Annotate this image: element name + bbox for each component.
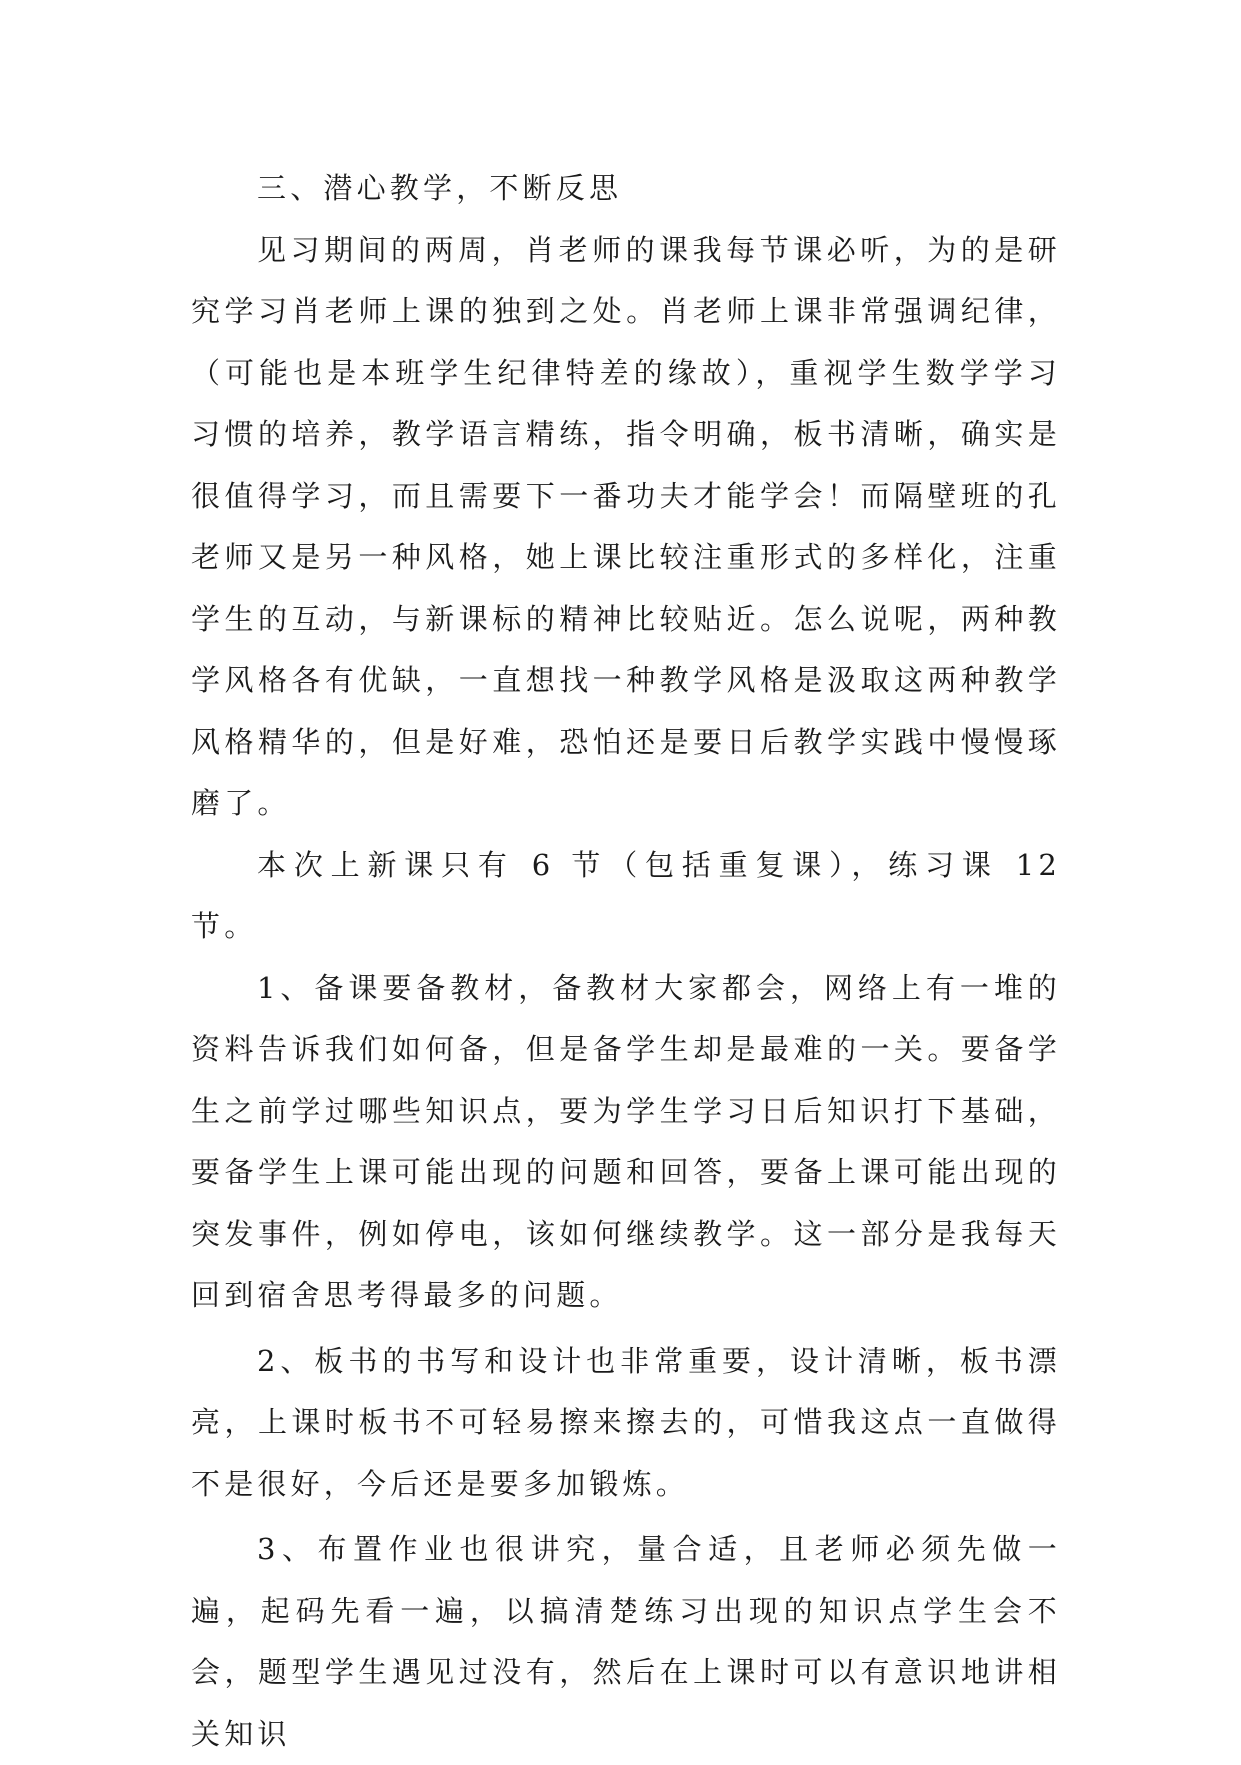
document-body (191, 158, 1061, 1765)
paragraph-point-2: 2、板书的书写和设计也非常重要，设计清晰，板书漂亮，上课时板书不可轻易擦来擦去的，可惜我这点一直做得不是很好，今后还是要多加锻炼。 (191, 1343, 1061, 1501)
paragraph-point-3: 3、布置作业也很讲究，量合适，且老师必须先做一遍，起码先看一遍，以搞清楚练习出现的知识点学生会不会，题型学生遇见过没有，然后在上课时可以有意识地讲相关知识 (191, 1532, 1061, 1751)
section-heading: 三、潜心教学，不断反思 (257, 171, 623, 205)
paragraph-lesson-count: 本次上新课只有 6 节（包括重复课），练习课 12 节。 (191, 847, 1061, 943)
paragraph-point-1: 1、备课要备教材，备教材大家都会，网络上有一堆的资料告诉我们如何备，但是备学生却是最难的一关。要备学生之前学过哪些知识点，要为学生学习日后知识打下基础，要备学生上课可能出现的问题和回答，要备上课可能出现的突发事件，例如停电，该如何继续教学。这一部分是我每天回到宿舍思考得最多的问题。 (191, 970, 1061, 1312)
paragraph-observation: 见习期间的两周，肖老师的课我每节课必听，为的是研究学习肖老师上课的独到之处。肖老师上课非常强调纪律，（可能也是本班学生纪律特差的缘故），重视学生数学学习习惯的培养，教学语言精练，指令明确，板书清晰，确实是很值得学习，而且需要下一番功夫才能学会！而隔壁班的孔老师又是另一种风格，她上课比较注重形式的多样化，注重学生的互动，与新课标的精神比较贴近。怎么说呢，两种教学风格各有优缺，一直想找一种教学风格是汲取这两种教学风格精华的，但是好难，恐怕还是要日后教学实践中慢慢琢磨了。 (191, 232, 1061, 820)
